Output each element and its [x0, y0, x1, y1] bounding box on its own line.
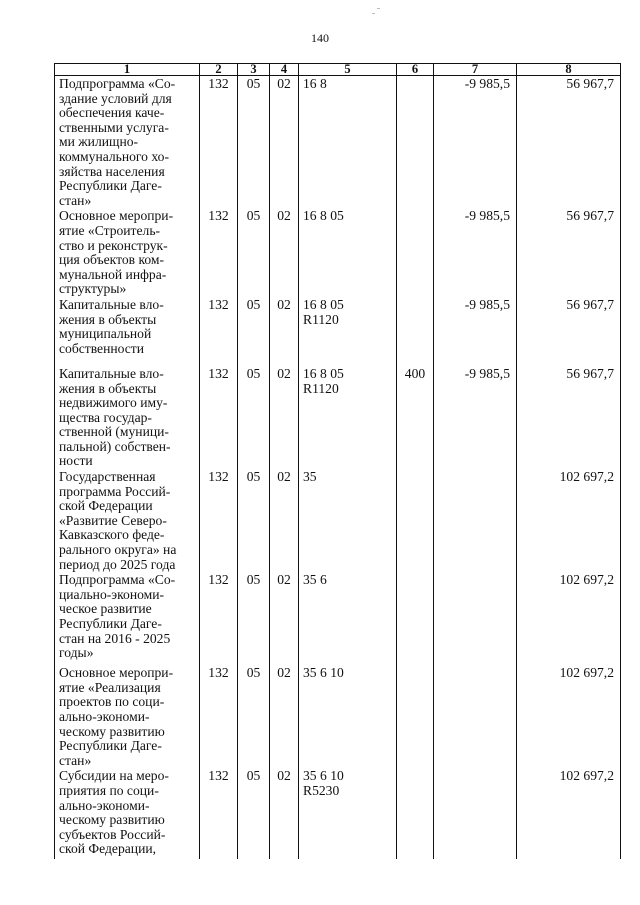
cell-section: 05 — [238, 768, 270, 859]
cell-change-amount — [434, 768, 517, 859]
cell-change-amount: -9 985,5 — [434, 76, 517, 209]
cell-subsection: 02 — [270, 469, 299, 572]
cell-section: 05 — [238, 208, 270, 297]
cell-ministry-code: 132 — [200, 665, 238, 768]
cell-expense-type — [397, 76, 434, 209]
row-name: Капитальные вло- жения в объекты недвижимого иму- щества государ- ственной (муници- пальной) собствен- ности — [55, 366, 200, 469]
budget-table — [54, 63, 621, 859]
table-row — [55, 76, 621, 209]
scan-speck — [372, 13, 375, 14]
budget-table-wrapper — [54, 62, 620, 857]
cell-total-amount: 56 967,7 — [517, 208, 621, 297]
column-header: 7 — [434, 64, 517, 76]
cell-expense-type — [397, 572, 434, 665]
cell-expense-type — [397, 469, 434, 572]
column-header: 8 — [517, 64, 621, 76]
cell-expense-type — [397, 297, 434, 366]
cell-total-amount: 102 697,2 — [517, 665, 621, 768]
cell-target-article: 35 6 — [299, 572, 397, 665]
cell-target-article: 35 6 10 R5230 — [299, 768, 397, 859]
cell-change-amount — [434, 665, 517, 768]
cell-change-amount — [434, 469, 517, 572]
cell-ministry-code: 132 — [200, 572, 238, 665]
cell-section: 05 — [238, 572, 270, 665]
table-row — [55, 572, 621, 665]
cell-change-amount: -9 985,5 — [434, 297, 517, 366]
cell-subsection: 02 — [270, 366, 299, 469]
cell-total-amount: 56 967,7 — [517, 76, 621, 209]
table-row — [55, 469, 621, 572]
table-row — [55, 768, 621, 859]
table-row — [55, 366, 621, 469]
cell-expense-type — [397, 208, 434, 297]
page-number: 140 — [311, 31, 329, 45]
cell-ministry-code: 132 — [200, 297, 238, 366]
scan-speck — [377, 8, 380, 9]
cell-ministry-code: 132 — [200, 208, 238, 297]
cell-section: 05 — [238, 76, 270, 209]
cell-target-article: 16 8 05 R1120 — [299, 297, 397, 366]
row-name: Подпрограмма «Со- здание условий для обеспечения каче- ственными услуга- ми жилищно- коммунального хо- зяйства населения Республики Даге- стан» — [55, 76, 200, 209]
cell-ministry-code: 132 — [200, 76, 238, 209]
cell-section: 05 — [238, 297, 270, 366]
row-name: Основное меропри- ятие «Строитель- ство и реконструк- ция объектов ком- мунальной инфра- структуры» — [55, 208, 200, 297]
cell-expense-type — [397, 768, 434, 859]
cell-subsection: 02 — [270, 768, 299, 859]
cell-target-article: 16 8 05 — [299, 208, 397, 297]
cell-subsection: 02 — [270, 208, 299, 297]
cell-change-amount: -9 985,5 — [434, 366, 517, 469]
cell-total-amount: 102 697,2 — [517, 572, 621, 665]
cell-change-amount: -9 985,5 — [434, 208, 517, 297]
cell-expense-type — [397, 665, 434, 768]
cell-section: 05 — [238, 469, 270, 572]
cell-section: 05 — [238, 366, 270, 469]
row-name: Основное меропри- ятие «Реализация проектов по соци- ально-экономи- ческому развитию Республики Даге- стан» — [55, 665, 200, 768]
cell-total-amount: 56 967,7 — [517, 297, 621, 366]
cell-target-article: 35 — [299, 469, 397, 572]
cell-total-amount: 102 697,2 — [517, 469, 621, 572]
column-header: 3 — [238, 64, 270, 76]
cell-total-amount: 56 967,7 — [517, 366, 621, 469]
table-header-row — [55, 64, 621, 76]
table-row — [55, 297, 621, 366]
cell-expense-type: 400 — [397, 366, 434, 469]
cell-section: 05 — [238, 665, 270, 768]
table-row — [55, 208, 621, 297]
cell-subsection: 02 — [270, 572, 299, 665]
table-row — [55, 665, 621, 768]
row-name: Субсидии на меро- приятия по соци- ально-экономи- ческому развитию субъектов Россий- ской Федерации, — [55, 768, 200, 859]
cell-change-amount — [434, 572, 517, 665]
cell-subsection: 02 — [270, 297, 299, 366]
cell-target-article: 35 6 10 — [299, 665, 397, 768]
column-header: 5 — [299, 64, 397, 76]
row-name: Государственная программа Россий- ской Федерации «Развитие Северо- Кавказского феде- рального округа» на период до 2025 года — [55, 469, 200, 572]
column-header: 1 — [55, 64, 200, 76]
cell-subsection: 02 — [270, 76, 299, 209]
cell-total-amount: 102 697,2 — [517, 768, 621, 859]
column-header: 2 — [200, 64, 238, 76]
cell-target-article: 16 8 — [299, 76, 397, 209]
column-header: 6 — [397, 64, 434, 76]
row-name: Подпрограмма «Со- циально-экономи- ческое развитие Республики Даге- стан на 2016 - 2025 годы» — [55, 572, 200, 665]
cell-subsection: 02 — [270, 665, 299, 768]
cell-ministry-code: 132 — [200, 768, 238, 859]
cell-ministry-code: 132 — [200, 366, 238, 469]
row-name: Капитальные вло- жения в объекты муниципальной собственности — [55, 297, 200, 366]
column-header: 4 — [270, 64, 299, 76]
cell-target-article: 16 8 05 R1120 — [299, 366, 397, 469]
cell-ministry-code: 132 — [200, 469, 238, 572]
